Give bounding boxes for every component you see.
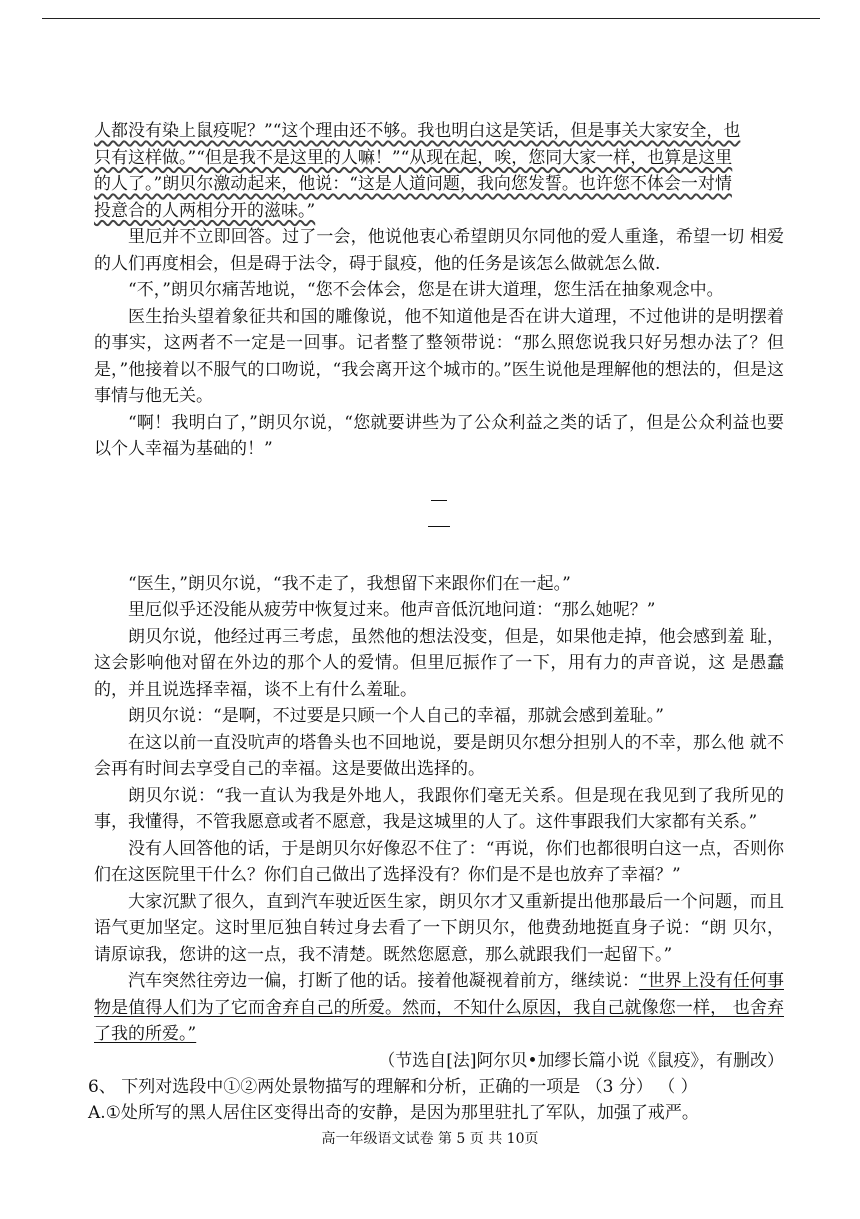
- paragraph: “啊！我明白了，”朗贝尔说，“您就要讲些为了公众利益之类的话了，但是公众利益也要以个人幸福为基础的！”: [94, 412, 784, 459]
- paragraph: “医生，”朗贝尔说，“我不走了，我想留下来跟你们在一起。”: [128, 573, 571, 594]
- paragraph: 里厄似乎还没能从疲劳中恢复过来。他声音低沉地问道：“那么她呢？”: [128, 600, 656, 620]
- option-a: A.①处所写的黑人居住区变得出奇的安静，是因为那里驻扎了军队，加强了戒严。: [88, 1102, 699, 1123]
- paragraph: 朗贝尔说，他经过再三考虑，虽然他的想法没变，但是，如果他走掉，他会感到羞 耻，这会影响他对留在外边的那个人的爱情。但里厄振作了一下，用有力的声音说，这 是愚蠢的，并且说选择幸福，谈不上有什么羞耻。: [94, 626, 784, 700]
- paragraph: 医生抬头望着象征共和国的雕像说，他不知道他是否在讲大道理，不过他讲的是明摆着的事实，这两者不一定是一回事。记者整了整领带说：“那么照您说我只好另想办法了？但是，”他接着以不服气的口吻说，“我会离开这个城市的。”医生说他是理解他的想法的，但是这事情与他无关。: [94, 306, 784, 406]
- wavy-underlined-passage: [94, 118, 784, 224]
- text-line: 人都没有染上鼠疫呢？”“这个理由还不够。我也明白这是笑话，但是事关大家安全，也: [94, 121, 741, 141]
- underlined-quote: “世界上没有任何事物是值得人们为了它而舍弃自己的所爱。然而，不知什么原因，我自己就像您一样， 也舍弃了我的所爱。”: [94, 971, 784, 1044]
- source-note: （节选自[法]阿尔贝•加缪长篇小说《鼠疫》，有删改）: [378, 1050, 784, 1071]
- paragraph: 没有人回答他的话，于是朗贝尔好像忍不住了：“再说，你们也都很明白这一点，否则你们在这医院里干什么？你们自己做出了选择没有？你们是不是也放弃了幸福？”: [94, 838, 784, 885]
- paragraph-text: 汽车突然往旁边一偏，打断了他的话。接着他凝视着前方，继续说：: [128, 971, 640, 991]
- paragraph: “不，”朗贝尔痛苦地说，“您不会体会，您是在讲大道理，您生活在抽象观念中。: [128, 280, 724, 300]
- text-line: 的人了。”朗贝尔激动起来，他说：“这是人道问题，我向您发誓。也许您不体会一对情: [94, 174, 732, 194]
- section-number-glyph-top: [431, 500, 447, 511]
- passage: [88, 118, 784, 1126]
- paragraph: 大家沉默了很久，直到汽车驶近医生家，朗贝尔才又重新提出他那最后一个问题，而且语气更加坚定。这时里厄独自转过身去看了一下朗贝尔，他费劲地挺直身子说：“朗 贝尔，请原谅我，您讲的这一点，我不清楚。既然您愿意，那么就跟我们一起留下。”: [94, 891, 784, 965]
- text-line: 投意合的人两相分开的滋味。”: [94, 200, 316, 221]
- paragraph: 在这以前一直没吭声的塔鲁头也不回地说，要是朗贝尔想分担别人的不幸，那么他 就不会再有时间去享受自己的幸福。这是要做出选择的。: [94, 732, 784, 779]
- section-number: [94, 489, 784, 571]
- paragraph: 朗贝尔说：“我一直认为我是外地人，我跟你们毫无关系。但是现在我见到了我所见的事，我懂得，不管我愿意或者不愿意，我是这城里的人了。这件事跟我们大家都有关系。”: [94, 785, 784, 832]
- section-number-text: [94, 545, 784, 571]
- paragraph: 朗贝尔说：“是啊，不过要是只顾一个人自己的幸福，那就会感到羞耻。”: [128, 706, 664, 726]
- question-6: 6、 下列对选段中①②两处景物描写的理解和分析，正确的一项是 （3 分） （ ）: [88, 1076, 698, 1097]
- header-rule: [42, 18, 820, 19]
- section-number-glyph-bottom: [428, 526, 450, 537]
- paragraph: [94, 968, 784, 1048]
- text-line: 只有这样做。”“但是我不是这里的人嘛！”“从现在起，唉，您同大家一样，也算是这里: [94, 147, 733, 168]
- page-footer: 高一年级语文试卷 第 5 页 共 10页: [321, 1131, 539, 1147]
- paragraph: 里厄并不立即回答。过了一会，他说他衷心希望朗贝尔同他的爱人重逢，希望一切 相爱的人们再度相会，但是碍于法令，碍于鼠疫，他的任务是该怎么做就怎么做.: [94, 227, 784, 274]
